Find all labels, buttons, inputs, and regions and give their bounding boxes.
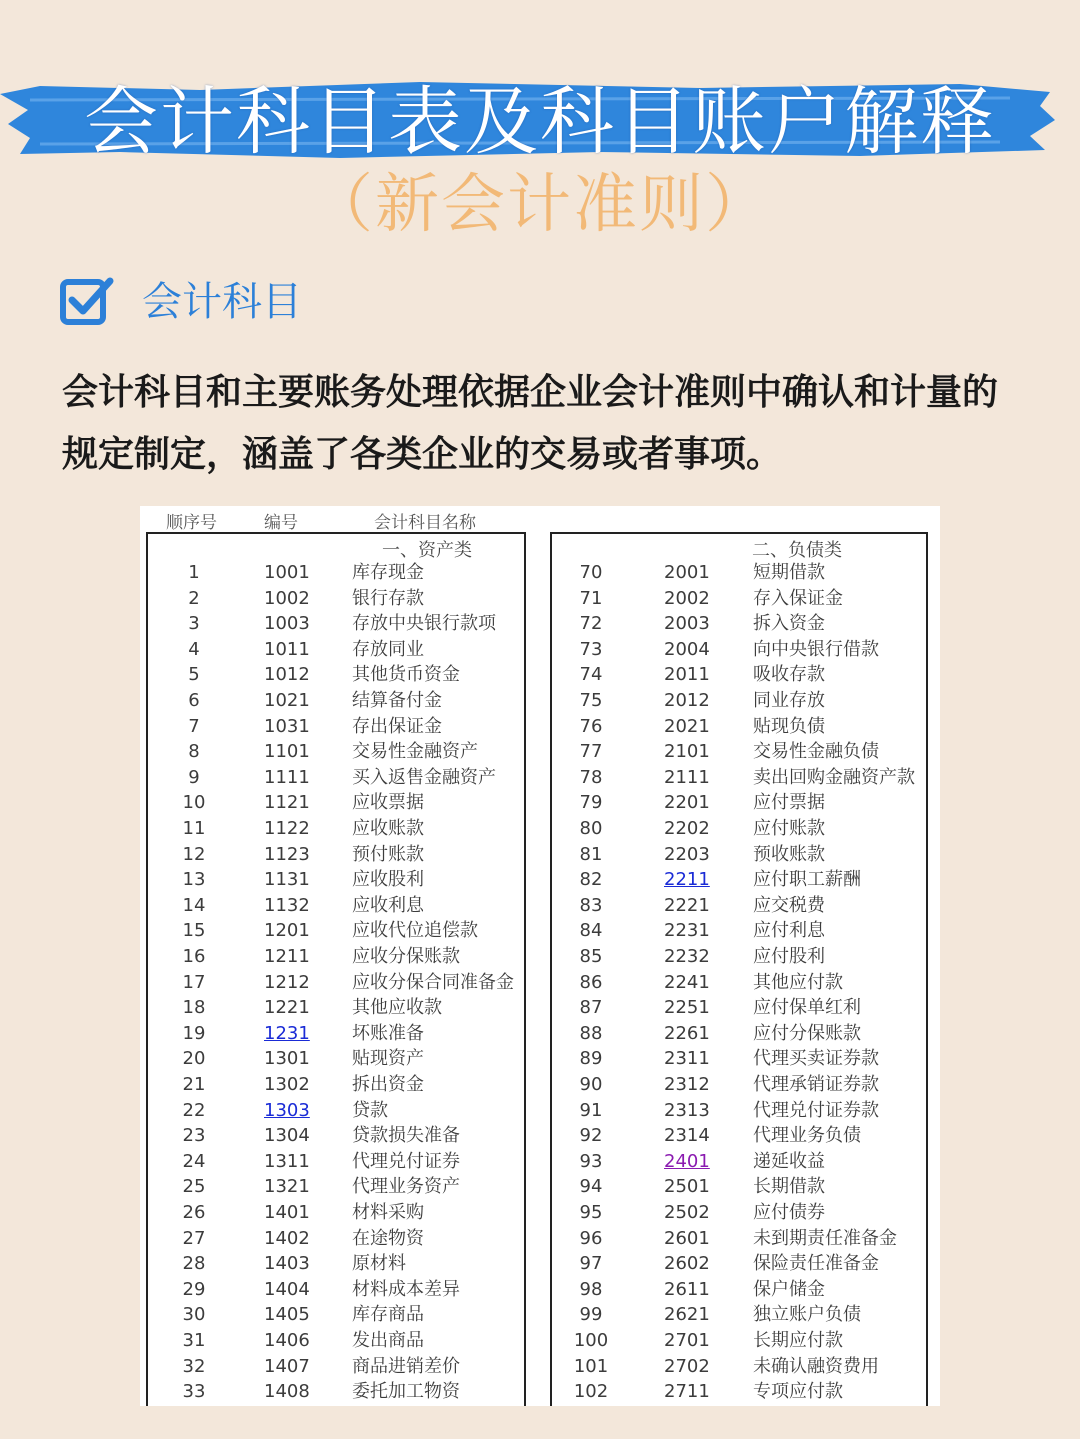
cell-seq: 27 xyxy=(182,1227,206,1249)
cell-code: 2231 xyxy=(664,920,710,942)
asset-category-label: 一、资产类 xyxy=(382,540,472,561)
table-row xyxy=(140,560,940,585)
table-row xyxy=(140,1251,940,1276)
cell-code: 2021 xyxy=(664,715,710,737)
cell-code: 1001 xyxy=(264,562,310,583)
cell-name: 其他应收款 xyxy=(352,997,442,1019)
cell-name: 应付利息 xyxy=(753,920,825,942)
cell-code: 2602 xyxy=(664,1253,710,1275)
cell-code: 1131 xyxy=(264,869,310,891)
table-row xyxy=(140,1149,940,1174)
cell-name: 银行存款 xyxy=(352,587,424,609)
table-row xyxy=(140,918,940,943)
cell-name: 发出商品 xyxy=(352,1330,424,1351)
cell-code: 2702 xyxy=(664,1355,710,1377)
cell-seq: 1 xyxy=(188,562,200,583)
cell-code: 2004 xyxy=(664,638,710,660)
cell-name: 递延收益 xyxy=(753,1150,825,1172)
cell-name: 应付分保账款 xyxy=(753,1022,861,1044)
cell-seq: 72 xyxy=(579,613,603,635)
cell-name: 商品进销差价 xyxy=(352,1355,460,1377)
cell-name: 应收代位追偿款 xyxy=(352,920,478,942)
cell-name: 应收账款 xyxy=(352,818,424,839)
cell-seq: 18 xyxy=(182,997,206,1019)
table-row xyxy=(140,1277,940,1302)
table-row xyxy=(140,1226,940,1251)
table-row xyxy=(140,842,940,867)
cell-name: 贷款 xyxy=(352,1099,388,1121)
cell-code[interactable]: 1231 xyxy=(264,1022,310,1044)
cell-seq: 98 xyxy=(579,1278,603,1300)
cell-name: 结算备付金 xyxy=(352,690,442,711)
cell-seq: 22 xyxy=(182,1099,206,1121)
cell-seq: 16 xyxy=(182,946,206,967)
cell-seq: 23 xyxy=(182,1125,206,1147)
cell-name: 长期应付款 xyxy=(753,1330,843,1351)
cell-seq: 86 xyxy=(579,971,603,993)
intro-paragraph: 会计科目和主要账务处理依据企业会计准则中确认和计量的规定制定，涵盖了各类企业的交易或者事项。 xyxy=(62,372,999,475)
cell-seq: 90 xyxy=(579,1074,603,1095)
cell-seq: 81 xyxy=(579,843,603,865)
table-row xyxy=(140,995,940,1020)
cell-name: 同业存放 xyxy=(753,690,825,711)
cell-name: 应收分保账款 xyxy=(352,946,460,967)
table-row xyxy=(140,1328,940,1353)
cell-code: 1311 xyxy=(264,1150,310,1172)
cell-seq: 24 xyxy=(182,1150,206,1172)
cell-name: 坏账准备 xyxy=(352,1022,424,1044)
cell-name: 应付职工薪酬 xyxy=(753,869,861,891)
cell-name: 交易性金融资产 xyxy=(352,741,478,763)
cell-code: 2221 xyxy=(664,894,710,916)
page-title: 会计科目表及科目账户解释 xyxy=(84,79,996,165)
cell-code: 1403 xyxy=(264,1253,310,1275)
cell-code: 1211 xyxy=(264,946,310,967)
cell-name: 代理承销证券款 xyxy=(753,1074,879,1095)
cell-seq: 30 xyxy=(182,1304,206,1326)
cell-seq: 8 xyxy=(188,741,200,763)
cell-code: 2232 xyxy=(664,946,710,967)
cell-code: 2611 xyxy=(664,1278,710,1300)
cell-code: 2251 xyxy=(664,997,710,1019)
cell-seq: 7 xyxy=(188,715,200,737)
cell-seq: 29 xyxy=(182,1278,206,1300)
cell-code: 2501 xyxy=(664,1176,710,1198)
cell-code: 2001 xyxy=(664,562,710,583)
cell-code: 2261 xyxy=(664,1022,710,1044)
cell-code: 1301 xyxy=(264,1048,310,1070)
table-row xyxy=(140,586,940,611)
cell-code: 2311 xyxy=(664,1048,710,1070)
cell-seq: 70 xyxy=(579,562,603,583)
cell-name: 原材料 xyxy=(352,1253,406,1275)
table-row xyxy=(140,867,940,892)
cell-code: 2003 xyxy=(664,613,710,635)
cell-seq: 11 xyxy=(182,818,206,839)
cell-seq: 93 xyxy=(579,1150,603,1172)
account-table xyxy=(140,506,940,1406)
cell-name: 其他货币资金 xyxy=(352,664,460,686)
cell-seq: 97 xyxy=(579,1253,603,1275)
cell-name: 存放同业 xyxy=(352,638,424,660)
table-row xyxy=(140,688,940,713)
cell-name: 预收账款 xyxy=(753,843,825,865)
cell-name: 存出保证金 xyxy=(352,715,442,737)
cell-seq: 83 xyxy=(579,894,603,916)
table-row xyxy=(140,1123,940,1148)
cell-seq: 76 xyxy=(579,715,603,737)
cell-code: 1407 xyxy=(264,1355,310,1377)
cell-name: 贴现负债 xyxy=(753,715,825,737)
table-row xyxy=(140,1046,940,1071)
cell-seq: 92 xyxy=(579,1125,603,1147)
cell-seq: 2 xyxy=(188,587,200,609)
cell-seq: 89 xyxy=(579,1048,603,1070)
cell-name: 贷款损失准备 xyxy=(352,1125,460,1147)
cell-seq: 25 xyxy=(182,1176,206,1198)
cell-seq: 74 xyxy=(579,664,603,686)
cell-seq: 10 xyxy=(182,792,206,814)
cell-seq: 28 xyxy=(182,1253,206,1275)
cell-name: 代理业务负债 xyxy=(753,1125,861,1147)
checkbox-checked-icon xyxy=(60,276,114,326)
cell-seq: 12 xyxy=(182,843,206,865)
cell-seq: 14 xyxy=(182,894,206,916)
cell-name: 代理买卖证券款 xyxy=(753,1048,879,1070)
cell-code: 1122 xyxy=(264,818,310,839)
cell-seq: 33 xyxy=(182,1381,206,1403)
cell-name: 库存商品 xyxy=(352,1304,424,1326)
cell-name: 贴现资产 xyxy=(352,1048,424,1070)
table-row xyxy=(140,1098,940,1123)
cell-name: 应收票据 xyxy=(352,792,424,814)
cell-code: 1401 xyxy=(264,1202,310,1223)
table-row xyxy=(140,637,940,662)
cell-code: 1406 xyxy=(264,1330,310,1351)
cell-name: 卖出回购金融资产款 xyxy=(753,766,915,788)
cell-name: 吸收存款 xyxy=(753,664,825,686)
table-row xyxy=(140,1200,940,1225)
cell-seq: 82 xyxy=(579,869,603,891)
cell-code: 2002 xyxy=(664,587,710,609)
col-header-code: 编号 xyxy=(264,513,298,533)
cell-code: 1402 xyxy=(264,1227,310,1249)
cell-name: 应付票据 xyxy=(753,792,825,814)
cell-seq: 32 xyxy=(182,1355,206,1377)
cell-name: 存入保证金 xyxy=(753,587,843,609)
cell-name: 材料采购 xyxy=(352,1202,424,1223)
cell-name: 拆出资金 xyxy=(352,1074,424,1095)
liability-category-label: 二、负债类 xyxy=(752,540,842,561)
cell-code: 1101 xyxy=(264,741,310,763)
cell-name: 长期借款 xyxy=(753,1176,825,1198)
cell-name: 应付股利 xyxy=(753,946,825,967)
cell-seq: 4 xyxy=(188,638,200,660)
cell-code: 1011 xyxy=(264,638,310,660)
cell-name: 代理兑付证券 xyxy=(352,1150,460,1172)
cell-code: 1405 xyxy=(264,1304,310,1326)
cell-seq: 94 xyxy=(579,1176,603,1198)
cell-code: 1132 xyxy=(264,894,310,916)
cell-code: 2202 xyxy=(664,818,710,839)
cell-seq: 88 xyxy=(579,1022,603,1044)
table-row xyxy=(140,1379,940,1404)
cell-code: 1408 xyxy=(264,1381,310,1403)
cell-code: 1404 xyxy=(264,1278,310,1300)
cell-seq: 31 xyxy=(182,1330,206,1351)
table-row xyxy=(140,1174,940,1199)
table-row xyxy=(140,1354,940,1379)
cell-name: 应收利息 xyxy=(352,894,424,916)
table-row xyxy=(140,1021,940,1046)
cell-seq: 17 xyxy=(182,971,206,993)
cell-seq: 3 xyxy=(188,613,200,635)
cell-name: 向中央银行借款 xyxy=(753,638,879,660)
page-subtitle: （新会计准则） xyxy=(309,168,771,242)
cell-name: 应付账款 xyxy=(753,818,825,839)
table-row xyxy=(140,893,940,918)
cell-seq: 13 xyxy=(182,869,206,891)
cell-code: 2314 xyxy=(664,1125,710,1147)
cell-code: 2312 xyxy=(664,1074,710,1095)
cell-code: 2011 xyxy=(664,664,710,686)
cell-seq: 78 xyxy=(579,766,603,788)
cell-seq: 26 xyxy=(182,1202,206,1223)
cell-code: 2201 xyxy=(664,792,710,814)
table-row xyxy=(140,790,940,815)
cell-seq: 71 xyxy=(579,587,603,609)
cell-seq: 20 xyxy=(182,1048,206,1070)
table-row xyxy=(140,611,940,636)
cell-name: 应交税费 xyxy=(753,894,825,916)
cell-name: 交易性金融负债 xyxy=(753,741,879,763)
cell-name: 材料成本差异 xyxy=(352,1278,460,1300)
cell-code: 1212 xyxy=(264,971,310,993)
cell-seq: 87 xyxy=(579,997,603,1019)
cell-seq: 15 xyxy=(182,920,206,942)
cell-code: 1002 xyxy=(264,587,310,609)
cell-code: 1304 xyxy=(264,1125,310,1147)
cell-code: 2203 xyxy=(664,843,710,865)
cell-code: 1121 xyxy=(264,792,310,814)
cell-code: 1111 xyxy=(264,766,310,788)
cell-name: 应收分保合同准备金 xyxy=(352,971,514,993)
cell-seq: 102 xyxy=(573,1381,609,1403)
cell-code: 2621 xyxy=(664,1304,710,1326)
cell-name: 在途物资 xyxy=(352,1227,424,1249)
cell-seq: 95 xyxy=(579,1202,603,1223)
cell-seq: 6 xyxy=(188,690,200,711)
table-row xyxy=(140,970,940,995)
cell-name: 专项应付款 xyxy=(753,1381,843,1403)
cell-code: 2313 xyxy=(664,1099,710,1121)
table-row xyxy=(140,944,940,969)
cell-seq: 96 xyxy=(579,1227,603,1249)
cell-code: 2012 xyxy=(664,690,710,711)
table-row xyxy=(140,1302,940,1327)
cell-code: 1321 xyxy=(264,1176,310,1198)
cell-code: 1031 xyxy=(264,715,310,737)
cell-seq: 99 xyxy=(579,1304,603,1326)
table-row xyxy=(140,816,940,841)
cell-seq: 85 xyxy=(579,946,603,967)
cell-name: 保户储金 xyxy=(753,1278,825,1300)
cell-code: 1003 xyxy=(264,613,310,635)
cell-seq: 21 xyxy=(182,1074,206,1095)
cell-name: 保险责任准备金 xyxy=(753,1253,879,1275)
cell-code: 1302 xyxy=(264,1074,310,1095)
cell-name: 其他应付款 xyxy=(753,971,843,993)
cell-seq: 84 xyxy=(579,920,603,942)
cell-name: 拆入资金 xyxy=(753,613,825,635)
cell-code: 1221 xyxy=(264,997,310,1019)
cell-code: 2241 xyxy=(664,971,710,993)
table-row xyxy=(140,765,940,790)
cell-name: 代理兑付证券款 xyxy=(753,1099,879,1121)
cell-code[interactable]: 2211 xyxy=(664,869,710,891)
cell-code: 1021 xyxy=(264,690,310,711)
cell-seq: 91 xyxy=(579,1099,603,1121)
cell-seq: 9 xyxy=(188,766,200,788)
cell-code: 1201 xyxy=(264,920,310,942)
table-row xyxy=(140,662,940,687)
cell-code: 2711 xyxy=(664,1381,710,1403)
cell-code: 2101 xyxy=(664,741,710,763)
cell-seq: 73 xyxy=(579,638,603,660)
cell-code: 1012 xyxy=(264,664,310,686)
cell-code: 2502 xyxy=(664,1202,710,1223)
cell-name: 存放中央银行款项 xyxy=(352,613,496,635)
table-row xyxy=(140,714,940,739)
col-header-seq: 顺序号 xyxy=(166,513,217,533)
cell-name: 预付账款 xyxy=(352,843,424,865)
cell-name: 应收股利 xyxy=(352,869,424,891)
cell-seq: 77 xyxy=(579,741,603,763)
cell-code[interactable]: 1303 xyxy=(264,1099,310,1121)
cell-seq: 5 xyxy=(188,664,200,686)
cell-seq: 100 xyxy=(573,1330,609,1351)
cell-seq: 80 xyxy=(579,818,603,839)
cell-code: 2111 xyxy=(664,766,710,788)
cell-seq: 101 xyxy=(573,1355,609,1377)
cell-seq: 75 xyxy=(579,690,603,711)
cell-name: 应付保单红利 xyxy=(753,997,861,1019)
cell-name: 短期借款 xyxy=(753,562,825,583)
col-header-name: 会计科目名称 xyxy=(374,513,476,533)
table-row xyxy=(140,1072,940,1097)
cell-code: 2701 xyxy=(664,1330,710,1351)
cell-name: 代理业务资产 xyxy=(352,1176,460,1198)
cell-code: 1123 xyxy=(264,843,310,865)
cell-name: 独立账户负债 xyxy=(753,1304,861,1326)
cell-name: 应付债券 xyxy=(753,1202,825,1223)
cell-name: 委托加工物资 xyxy=(352,1381,460,1403)
cell-seq: 19 xyxy=(182,1022,206,1044)
cell-seq: 79 xyxy=(579,792,603,814)
cell-name: 未到期责任准备金 xyxy=(753,1227,897,1249)
section-title: 会计科目 xyxy=(142,279,302,325)
cell-name: 库存现金 xyxy=(352,562,424,583)
cell-name: 未确认融资费用 xyxy=(753,1355,879,1377)
cell-name: 买入返售金融资产 xyxy=(352,766,496,788)
table-row xyxy=(140,739,940,764)
cell-code: 2601 xyxy=(664,1227,710,1249)
cell-code[interactable]: 2401 xyxy=(664,1150,710,1172)
